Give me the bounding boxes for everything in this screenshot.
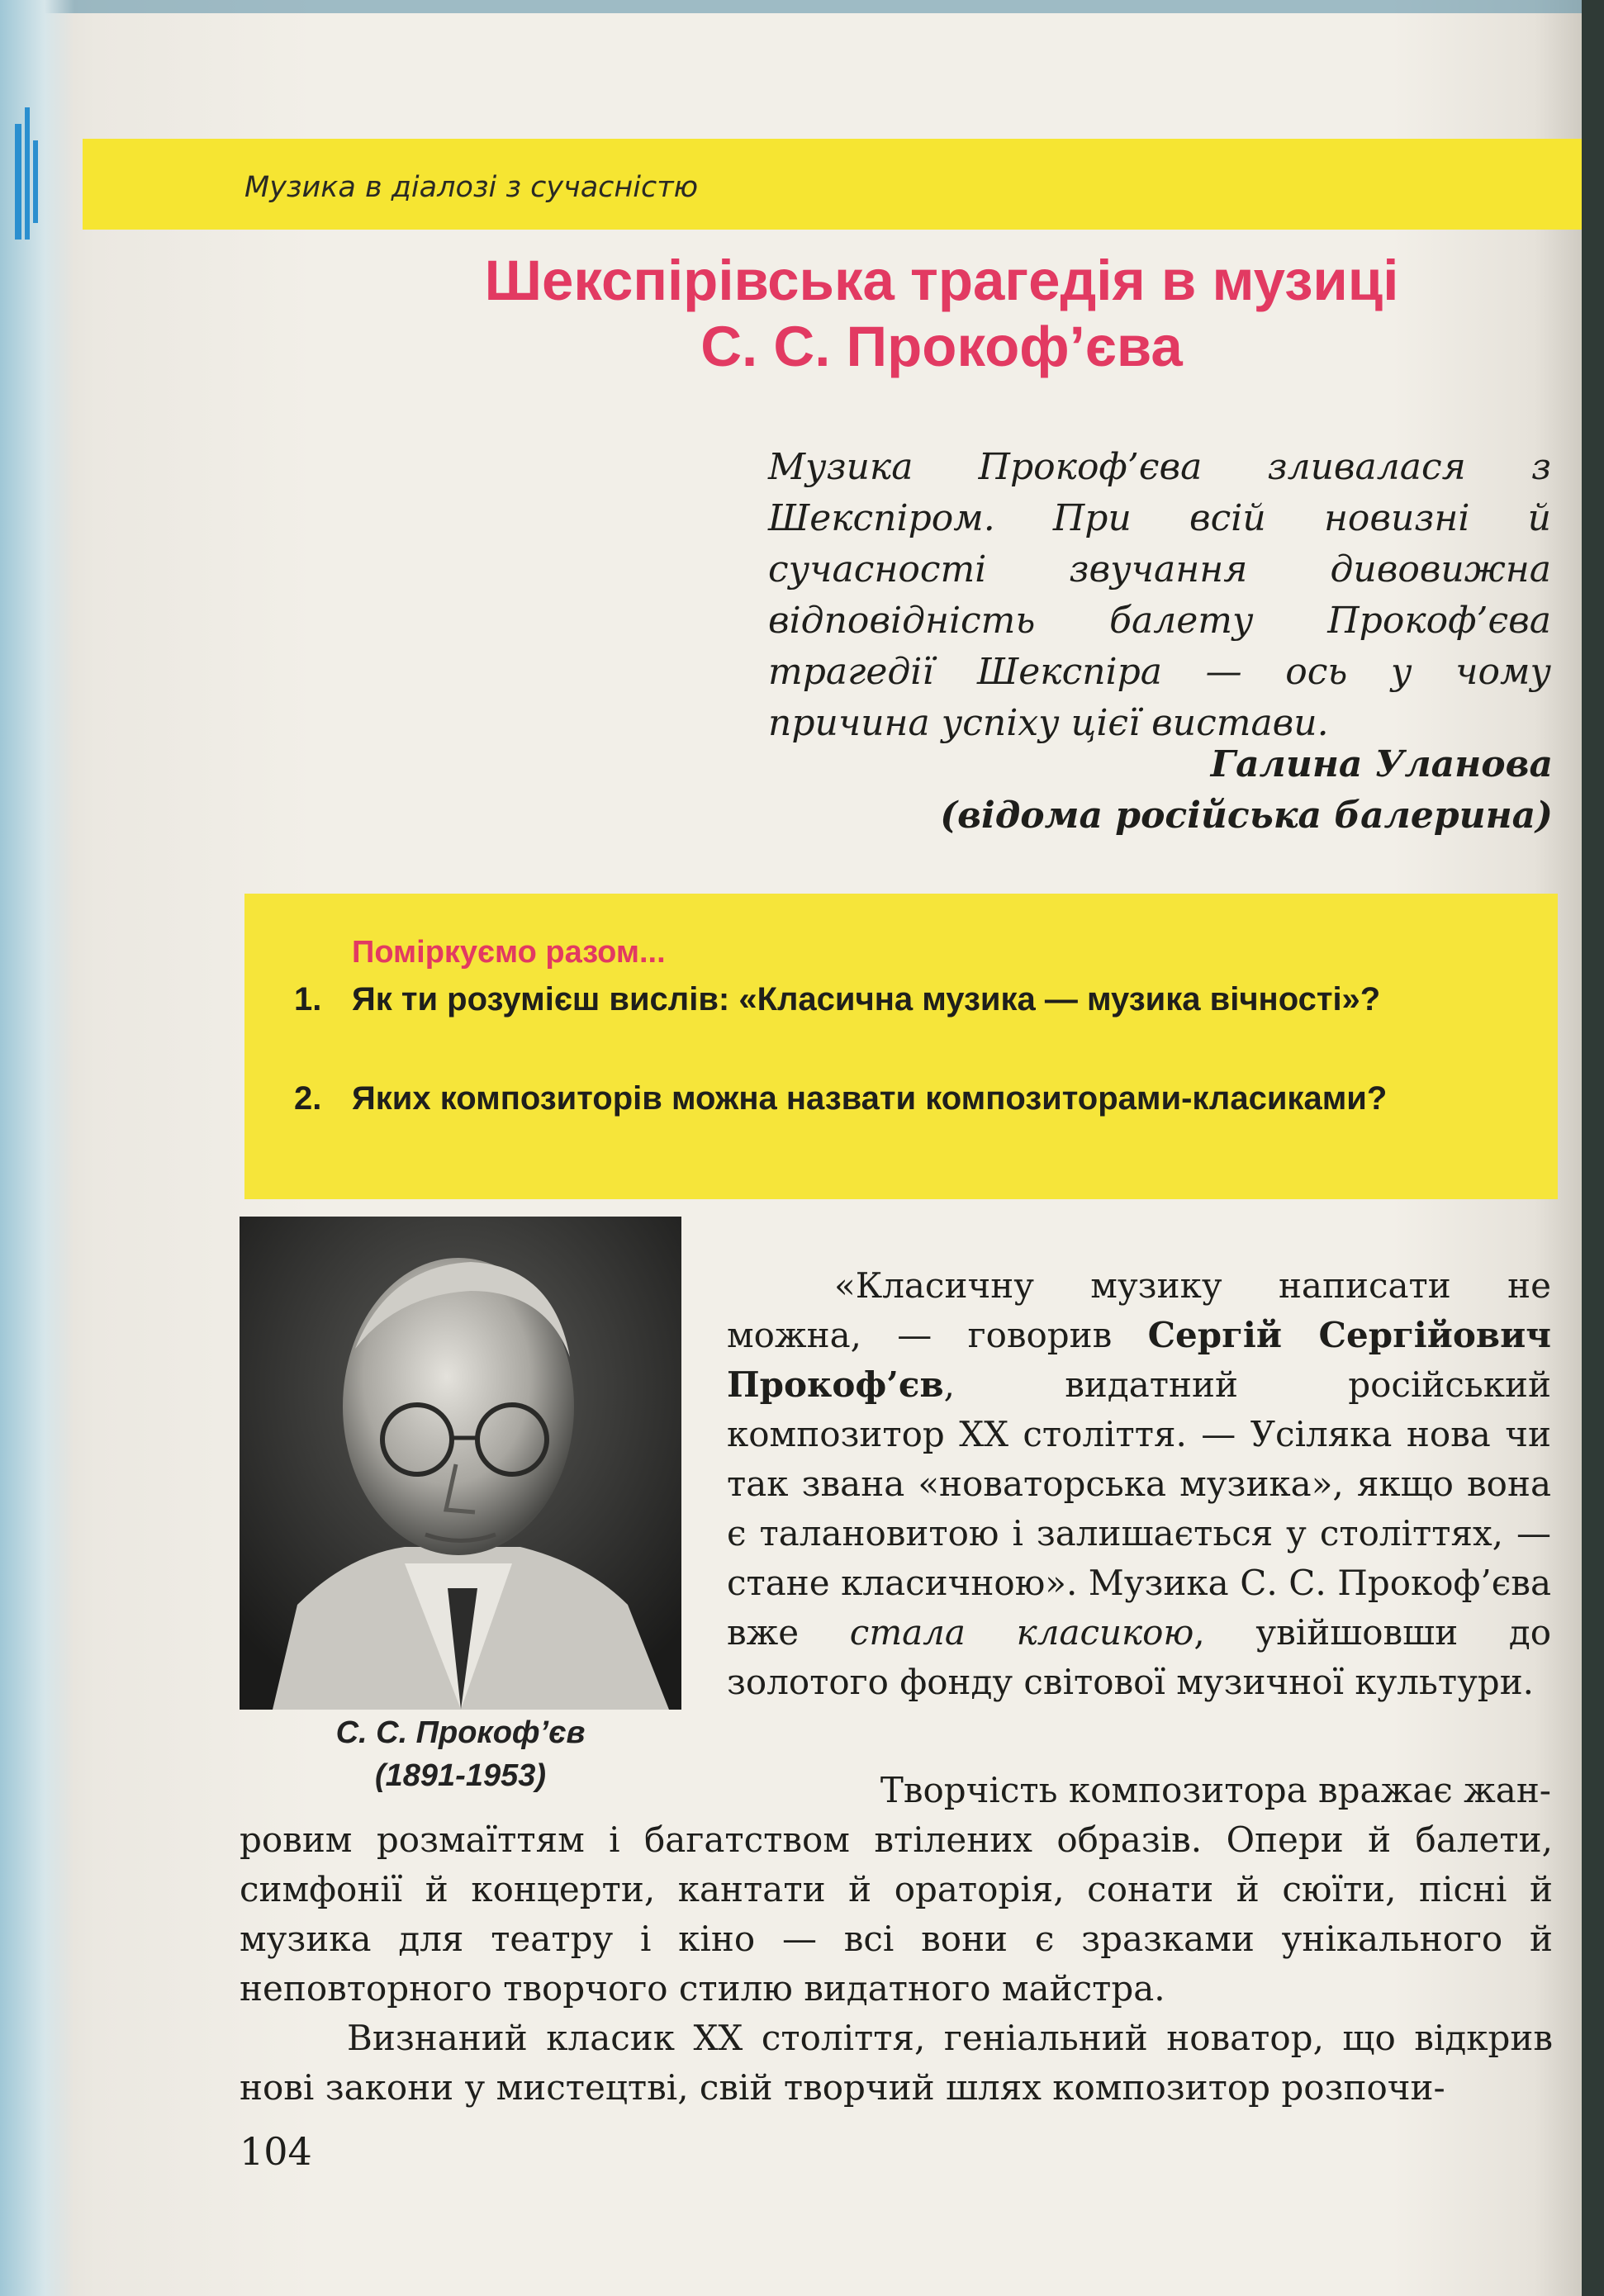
epigraph-author: Галина Уланова (1210, 743, 1553, 785)
section-label: Музика в діалозі з сучасністю (244, 171, 699, 204)
paragraph-text: , видатний російський композитор XX століття. — Усіляка нова чи так звана «новаторська музика», якщо вона є талановитою і залишається у століттях, — стане класичною». Музика С. С. Прокоф’єва вже (727, 1364, 1551, 1653)
question-item (294, 978, 1417, 1021)
title-line-2: С. С. Прокоф’єва (700, 315, 1183, 378)
composer-portrait-image (240, 1217, 681, 1710)
page-top-edge (0, 0, 1582, 13)
question-number: 2. (294, 1080, 322, 1117)
blue-margin-mark-icon (12, 107, 45, 256)
question-item (294, 1077, 1417, 1120)
body-paragraph-3: Визнаний класик XX століття, геніальний новатор, що відкрив нові закони у мистецтві, свій творчий шлях композитор розпочи- (240, 2018, 1553, 2108)
paragraph-text: «Класичну музику написати не можна, — говорив (727, 1265, 1551, 1355)
caption-years: (1891-1953) (374, 1758, 547, 1793)
caption-name: С. С. Прокоф’єв (335, 1715, 586, 1750)
page-number: 104 (240, 2129, 312, 2174)
composer-name-bold: Сергій Сергійович Прокоф’єв (727, 1315, 1552, 1405)
paragraph-text: , увійшовши до золотого фонду світової музичної культури. (727, 1612, 1551, 1702)
spine-shadow (0, 0, 74, 2296)
think-box-heading: Поміркуємо разом... (352, 935, 666, 970)
question-number: 1. (294, 981, 322, 1018)
question-text: Як ти розумієш вислів: «Класична музика — музика вічності»? (352, 981, 1381, 1018)
question-text: Яких композиторів можна назвати композиторами-класиками? (352, 1080, 1388, 1117)
body-paragraph-2-start: Творчість композитора вражає жан- (880, 1770, 1551, 1810)
epigraph-quote: Музика Прокоф’єва зливалася з Шекспіром. При всій новизні й сучасності звучання дивовижна відповідність балету Прокоф’єва трагедії Шекспіра — ось у чому причина успіху цієї вистави. (768, 446, 1551, 744)
body-paragraph-2: ровим розмаїттям і багатством втілених образів. Опери й балети, симфонії й концерти, кантати й ораторія, сонати й сюїти, пісні й музика для театру і кіно — всі вони є зразками унікального й неповторного творчого стилю видатного майстра. (240, 1819, 1553, 2009)
portrait-caption (240, 1711, 681, 1797)
epigraph-author-role: (відома російська балерина) (940, 795, 1553, 837)
emphasis-italic: стала класикою (849, 1612, 1194, 1653)
think-together-box (244, 894, 1558, 1199)
title-line-1: Шекспірівська трагедія в музиці (484, 249, 1399, 312)
page-title (314, 248, 1569, 380)
body-paragraph-1 (727, 1261, 1551, 1707)
